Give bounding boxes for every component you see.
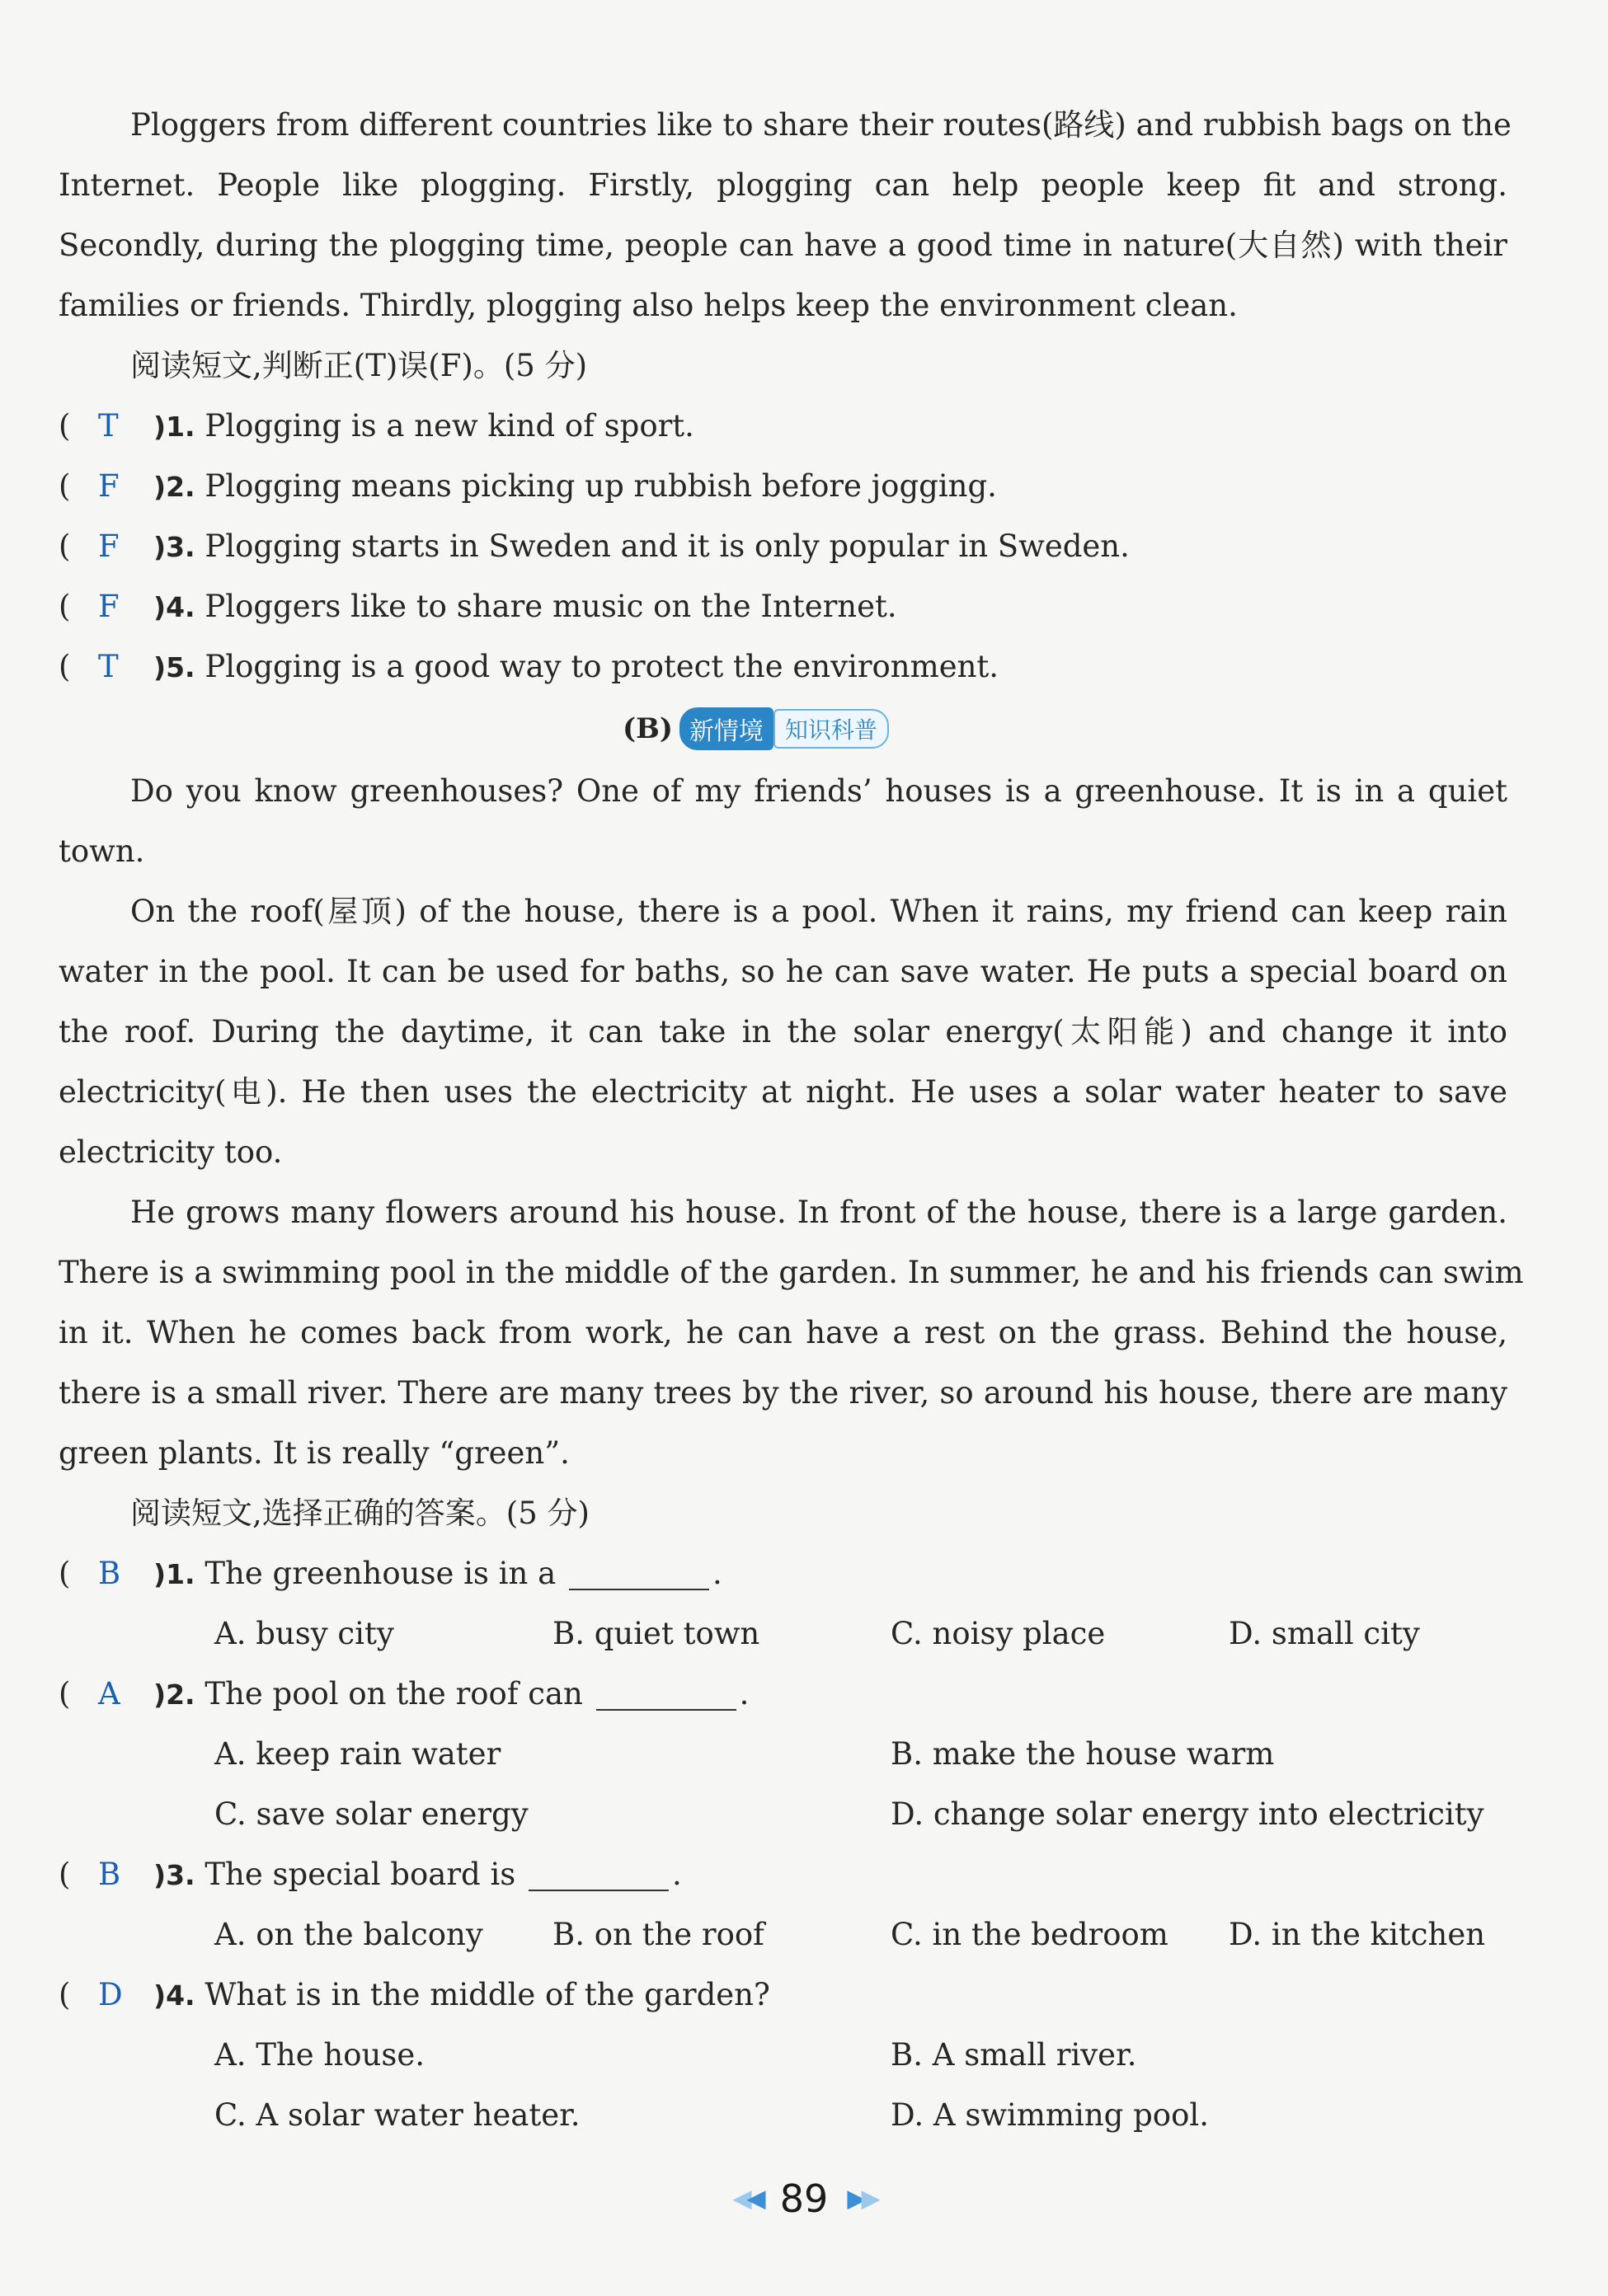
mc-answer-4: D <box>98 1977 123 2012</box>
answer-blank <box>569 1556 709 1590</box>
q2-option-d: D. change solar energy into electricity <box>891 1796 1484 1832</box>
answer-1: T <box>98 408 119 444</box>
answer-3: F <box>98 528 120 564</box>
answer-blank <box>596 1676 736 1711</box>
passage-b-p2-line-5: electricity too. <box>59 1134 283 1170</box>
science-tag: 知识科普 <box>773 709 889 749</box>
answer-5: T <box>98 649 119 684</box>
tf-question-4: ( F )4. Ploggers like to share music on the Internet. <box>59 582 897 632</box>
passage-b-p3-line-5: green plants. It is really “green”. <box>59 1435 570 1471</box>
mc-question-1: ( B )1. The greenhouse is in a . <box>59 1549 722 1599</box>
q3-option-d: D. in the kitchen <box>1229 1917 1486 1952</box>
prev-arrow-light-icon: ◀ <box>732 2184 747 2214</box>
q2-option-a: A. keep rain water <box>214 1736 501 1772</box>
q4-option-a: A. The house. <box>214 2037 425 2073</box>
section-b-label: (B) <box>623 712 673 745</box>
page-footer <box>0 2176 1608 2221</box>
q3-option-c: C. in the bedroom <box>891 1917 1168 1952</box>
q3-option-b: B. on the roof <box>552 1917 764 1952</box>
passage-b-p3-line-4: there is a small river. There are many trees by the river, so around his house, there are many <box>59 1375 1507 1411</box>
passage-a-line-3: Secondly, during the plogging time, people can have a good time in nature(大自然) with their <box>59 228 1507 263</box>
q1-option-d: D. small city <box>1229 1616 1420 1651</box>
passage-a-line-4: families or friends. Thirdly, plogging also helps keep the environment clean. <box>59 288 1238 323</box>
passage-b-p2-line-1: On the roof(屋顶) of the house, there is a pool. When it rains, my friend can keep rain <box>130 894 1507 929</box>
q4-option-c: C. A solar water heater. <box>214 2097 581 2133</box>
answer-blank <box>529 1857 669 1891</box>
task-a-instruction: 阅读短文,判断正(T)误(F)。(5 分) <box>130 348 588 383</box>
passage-b-p3-line-2: There is a swimming pool in the middle of the garden. In summer, he and his friends can swim <box>59 1255 1524 1290</box>
q1-option-a: A. busy city <box>214 1616 394 1651</box>
mc-question-2: ( A )2. The pool on the roof can . <box>59 1669 749 1719</box>
q1-option-b: B. quiet town <box>552 1616 760 1651</box>
passage-b-p1-line-2: town. <box>59 833 145 869</box>
passage-b-p3-line-1: He grows many flowers around his house. In front of the house, there is a large garden. <box>130 1195 1507 1230</box>
q2-option-b: B. make the house warm <box>891 1736 1275 1772</box>
mc-answer-1: B <box>98 1556 121 1591</box>
new-context-badge: 新情境 <box>679 707 773 750</box>
mc-question-4: ( D )4. What is in the middle of the garden? <box>59 1970 770 2020</box>
answer-4: F <box>98 589 120 624</box>
mc-answer-3: B <box>98 1857 121 1892</box>
q2-option-c: C. save solar energy <box>214 1796 529 1832</box>
passage-b-p2-line-3: the roof. During the daytime, it can take in the solar energy(太阳能) and change it into <box>59 1014 1507 1049</box>
q4-option-b: B. A small river. <box>891 2037 1137 2073</box>
next-arrow-light-icon: ▶ <box>861 2184 876 2214</box>
q4-option-d: D. A swimming pool. <box>891 2097 1209 2133</box>
tf-question-2: ( F )2. Plogging means picking up rubbish before jogging. <box>59 462 997 511</box>
tf-question-5: ( T )5. Plogging is a good way to protect the environment. <box>59 642 999 692</box>
passage-a-line-1: Ploggers from different countries like to share their routes(路线) and rubbish bags on the <box>130 107 1512 143</box>
next-arrow-icon: ▶ <box>847 2184 862 2214</box>
tf-question-3: ( F )3. Plogging starts in Sweden and it is only popular in Sweden. <box>59 522 1130 571</box>
task-b-instruction: 阅读短文,选择正确的答案。(5 分) <box>130 1495 590 1531</box>
mc-answer-2: A <box>98 1676 120 1711</box>
page-number: 89 <box>779 2176 829 2221</box>
passage-b-p3-line-3: in it. When he comes back from work, he can have a rest on the grass. Behind the house, <box>59 1315 1507 1350</box>
section-b-header <box>623 706 889 752</box>
passage-b-p1-line-1: Do you know greenhouses? One of my friends’ houses is a greenhouse. It is in a quiet <box>130 773 1507 809</box>
q1-option-c: C. noisy place <box>891 1616 1106 1651</box>
answer-2: F <box>98 468 120 504</box>
prev-arrow-icon: ◀ <box>746 2184 761 2214</box>
passage-a-line-2: Internet. People like plogging. Firstly, plogging can help people keep fit and strong. <box>59 167 1507 203</box>
passage-b-p2-line-2: water in the pool. It can be used for baths, so he can save water. He puts a special board on <box>59 954 1507 989</box>
q3-option-a: A. on the balcony <box>214 1917 483 1952</box>
mc-question-3: ( B )3. The special board is . <box>59 1850 682 1899</box>
passage-b-p2-line-4: electricity(电). He then uses the electricity at night. He uses a solar water heater to save <box>59 1074 1507 1110</box>
tf-question-1: ( T )1. Plogging is a new kind of sport. <box>59 401 694 451</box>
